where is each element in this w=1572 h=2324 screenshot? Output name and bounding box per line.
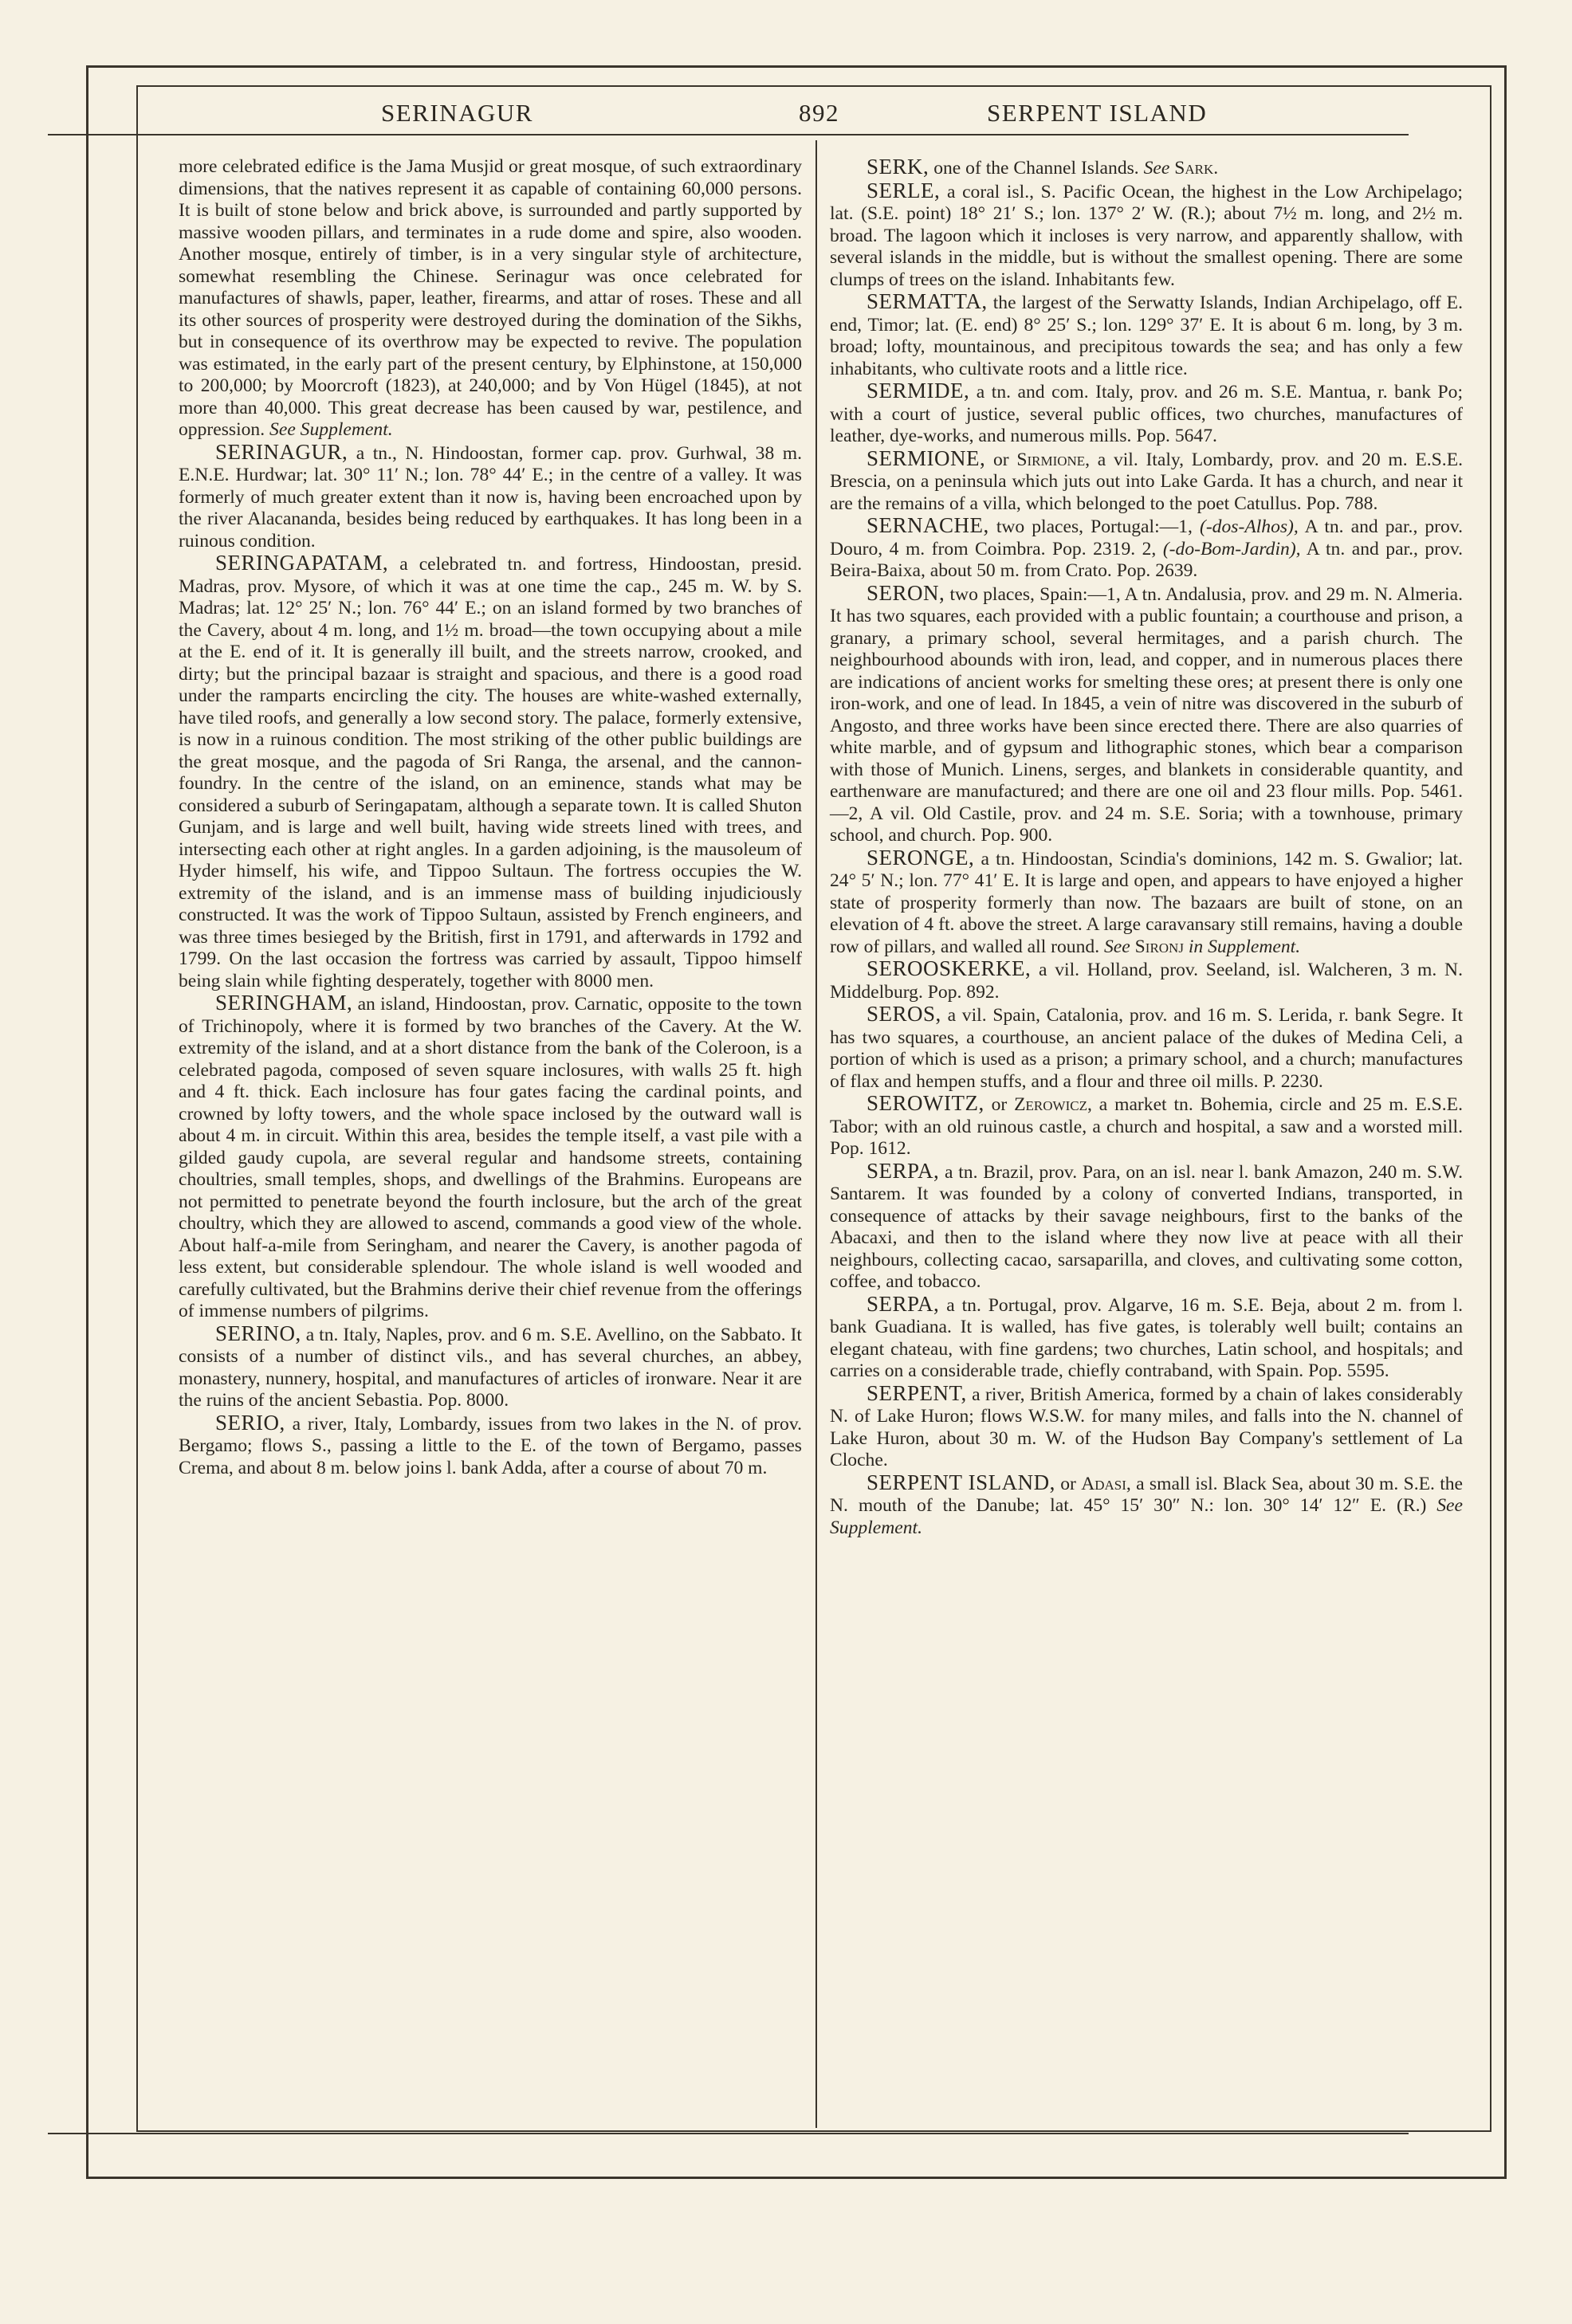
alt-prefix: or [992,449,1009,470]
entry-headword: SERPA, [867,1158,940,1183]
entry-body: a market tn. Bohemia, circle and 25 m. E.S.E. Tabor; with an old ruinous castle, a church and hospital, a saw and a worsted mill. Pop. 1612. [830,1094,1463,1159]
entry-sermatta [830,291,1463,380]
entry-headword: SERINO, [215,1321,301,1345]
entry-sermione [830,448,1463,516]
entry-headword: SERMATTA, [867,289,988,313]
entry-body: a small isl. Black Sea, about 30 m. S.E. the N. mouth of the Danube; lat. 45° 15′ 30″ N.: lon. 30° 14′ 12″ E. (R.) [830,1473,1464,1516]
column-divider [815,140,817,2128]
entry-body: a tn. Italy, Naples, prov. and 6 m. S.E. Avellino, on the Sabbato. It consists of a number of distinct vils., and has several churches, an abbey, monastery, nunnery, hospital, and manufactures of articles of ironware. Near it are the ruins of the ancient Sebastia. Pop. 8000. [179,1324,802,1411]
entry-headword: SERINGHAM, [215,991,353,1015]
alt-name: Sirmione, [1016,449,1091,470]
entry-body: a vil. Spain, Catalonia, prov. and 16 m. S. Lerida, r. bank Segre. It has two squares, a courthouse, an ancient palace of the dukes of Medina Celi, a portion of which is used as a prison; a primary school, and a church; manufactures of flax and hempen stuffs, and a flour and three oil mills. P. 2230. [830,1005,1463,1092]
cross-reference: See Supplement. [269,419,393,440]
entry-body: more celebrated edifice is the Jama Musjid or great mosque, of such extraordinary dimensions, that the natives represent it as capable of containing 60,000 persons. It is built of stone below and brick above, is surrounded and partly supported by massive wooden pillars, and terminates in a rude dome and spire, also wooden. Another mosque, entirely of timber, is in a very singular style of architecture, somewhat resembling the Chinese. Serinagur was once celebrated for manufactures of shawls, paper, leather, firearms, and attar of roses. These and all its other sources of prosperity were destroyed during the domination of the Sikhs, but in consequence of its overthrow may be expected to revive. The population was estimated, in the early part of the present century, by Elphinstone, at 150,000 to 200,000; by Moorcroft (1823), at 240,000; and by Von Hügel (1845), at not more than 40,000. This great decrease has been caused by war, pestilence, and oppression. [179,156,802,440]
entry-sermide [830,380,1463,448]
entry-seron [830,580,1463,847]
entry-body: a river, British America, formed by a chain of lakes considerably N. of Lake Huron; flows W.S.W. for many miles, and falls into the N. channel of Lake Huron, about 30 m. W. of the Hudson Bay Company's settlement of La Cloche. [830,1384,1463,1470]
right-column [830,156,1463,1539]
entry-serle [830,180,1463,292]
entry-seringham [179,992,802,1323]
entry-serpa-portugal [830,1291,1463,1383]
entry-headword: SERMIDE, [867,379,970,402]
place-variant: (-do-Bom-Jardin), [1162,538,1301,559]
entry-headword: SEROOSKERKE, [867,956,1032,980]
entry-serpent [830,1380,1463,1472]
entry-headword: SERK, [867,155,929,179]
entry-headword: SERPA, [867,1291,940,1316]
entry-serpent-island [830,1472,1463,1540]
alt-name: Zerowicz, [1014,1094,1092,1115]
entry-headword: SERINGAPATAM, [215,551,389,575]
entry-body: an island, Hindoostan, prov. Carnatic, opposite to the town of Trichinopoly, where it is formed by two branches of the Cavery. At the W. extremity of the island, and at a short distance from the bank of the Coleroon, is a celebrated pagoda, composed of seven square inclosures, with walls 25 ft. high and 4 ft. thick. Each inclosure has four gates facing the cardinal points, and crowned by lofty towers, and the whole space inclosed by the outward wall is about 4 m. in circuit. Within this area, besides the temple itself, a vast pile with a gilded gaudy cupola, are several regular and handsome streets, containing choultries, small temples, shops, and dwellings of the Brahmins. Europeans are not permitted to penetrate beyond the fourth inclosure, but the arch of the great choultry, which they are allowed to ascend, commands a good view of the whole. About half-a-mile from Seringham, and nearer the Cavery, is another pagoda of less extent, but considerable splendour. The whole island is well wooded and carefully cultivated, but the Brahmins derive their chief revenue from the offerings of immense numbers of pilgrims. [179,994,802,1321]
entry-body: A tn. and par., prov. Beira-Baixa, about 50 m. from Crato. Pop. 2639. [830,538,1463,581]
left-column [179,156,802,1479]
entry-headword: SERINAGUR, [215,439,348,464]
entry-body: a vil. Italy, Lombardy, prov. and 20 m. E.S.E. Brescia, on a peninsula which juts out into Lake Garda. It has a church, and near it are the remains of a villa, which belonged to the poet Catullus. Pop. 788. [830,449,1463,514]
cross-reference: See Supplement. [830,1495,1463,1538]
entry-headword: SERONGE, [867,845,975,870]
entry-body: a celebrated tn. and fortress, Hindoostan, presid. Madras, prov. Mysore, of which it was at one time the cap., 245 m. W. by S. Madras; lat. 12° 25′ N.; lon. 76° 44′ E.; on an island formed by two branches of the Cavery, about 4 m. long, and 1½ m. broad—the town occupying about a mile at the E. end of it. It is generally ill built, and the streets narrow, crooked, and dirty; but the principal bazaar is straight and spacious, and there is a good road under the ramparts encircling the city. The houses are white-washed externally, have tiled roofs, and generally a low second story. The palace, formerly extensive, is now in a ruinous condition. The most striking of the other public buildings are the great mosque, and the pagoda of Sri Ranga, the arsenal, and the cannon-foundry. In the centre of the island, on an eminence, stands what may be considered a suburb of Seringapatam, although a separate town. It is called Shuton Gunjam, and is large and well built, having wide streets lined with trees, and intersecting each other at right angles. In a garden adjoining, is the mausoleum of Hyder himself, his wife, and Tippoo Sultaun. The fortress occupies the W. extremity of the island, and is an immense mass of building injudiciously constructed. It was the work of Tippoo Sultaun, assisted by French engineers, and was three times besieged by the British, first in 1791, and afterwards in 1792 and 1799. On the last occasion the fortress was carried by assault, Tippoo himself being slain while fighting desperately, together with 8000 men. [179,554,803,991]
header-divider [48,134,1409,135]
header-right-term: SERPENT ISLAND [987,99,1208,127]
entry-body: a tn., N. Hindoostan, former cap. prov. Gurhwal, 38 m. E.N.E. Hurdwar; lat. 30° 11′ N.; lon. 78° 44′ E.; in the centre of a valley. It was formerly of much greater extent than it now is, having been encroached upon by the river Alacananda, besides being reduced by earthquakes. It has long been in a ruinous condition. [179,442,802,552]
entry-headword: SERPENT, [867,1380,967,1405]
entry-serinagur-continued [179,156,802,442]
supplement-reference: Supplement. [1208,936,1301,957]
entry-headword: SEROS, [867,1002,941,1026]
alt-name: Adasi, [1081,1473,1131,1494]
entry-body: two places, Portugal:—1, [996,516,1193,537]
entry-body: a vil. Holland, prov. Seeland, isl. Walcheren, 3 m. N. Middelburg. Pop. 892. [830,960,1463,1003]
entry-body: A tn. and par., prov. Douro, 4 m. from Coimbra. Pop. 2319. 2, [830,516,1463,559]
footer-divider [48,2133,1409,2134]
entry-body: a tn. Hindoostan, Scindia's dominions, 142 m. S. Gwalior; lat. 24° 5′ N.; lon. 77° 41′ E. It is large and open, and appears to have enjoyed a higher state of prosperity formerly than now. The bazaars are built of stone, on an elevation of 4 ft. above the street. A large caravansary still remains, having a double row of pillars, and walled all round. [830,848,1464,957]
entry-body: two places, Spain:—1, A tn. Andalusia, prov. and 29 m. N. Almeria. It has two squares, each provided with a public fountain; a courthouse and prison, a granary, a primary school, several hermitages, and a parish church. The neighbourhood abounds with iron, lead, and copper, and in numerous places there are indications of ancient works for smelting these ores; at present there is only one iron-work, and one of lead. In 1845, a vein of nitre was discovered in the suburb of Angosto, and three works have been since erected there. There are also quarries of white marble, and of gypsum and lithographic stones, which bear a comparison with those of Munich. Linens, serges, and blankets in considerable quantity, and earthenware are manufactured; and there are one oil and 23 flour mills. Pop. 5461.—2, A vil. Old Castile, prov. and 24 m. S.E. Soria; with a townhouse, primary school, and church. Pop. 900. [830,583,1463,846]
cross-reference: Sironj [1134,936,1184,957]
entry-serk [830,156,1463,180]
entry-headword: SERON, [867,580,945,605]
entry-serinagur-2 [179,439,802,553]
entry-body: a coral isl., S. Pacific Ocean, the highest in the Low Archipelago; lat. (S.E. point) 18° 21′ S.; lon. 137° 2′ W. (R.); about 7½ m. long, and 2½ m. broad. The lagoon which it incloses is very narrow, and apparently shallow, with several islands in the middle, but is without the smallest opening. There are some clumps of trees on the island. Inhabitants few. [830,181,1463,290]
alt-prefix: or [991,1094,1008,1115]
in-label: in [1188,936,1204,957]
running-header [46,88,1401,135]
see-label: See [1104,936,1130,957]
entry-headword: SEROWITZ, [867,1091,984,1115]
entry-headword: SERPENT ISLAND, [867,1470,1055,1494]
entry-serino [179,1323,802,1412]
cross-reference: Sark. [1174,158,1219,179]
entry-body: a tn. Portugal, prov. Algarve, 16 m. S.E. Beja, about 2 m. from l. bank Guadiana. It is walled, has five gates, is tolerably well built; contains an elegant chateau, with fine gardens; two churches, Latin school, and hospitals; and carries on a considerable trade, chiefly contraband, with Spain. Pop. 5595. [830,1294,1463,1381]
see-label: See [1143,158,1170,179]
entry-headword: SERIO, [215,1410,285,1435]
entry-body: one of the Channel Islands. [933,158,1139,179]
entry-sernache [830,515,1463,583]
entry-body: a tn. and com. Italy, prov. and 26 m. S.E. Mantua, r. bank Po; with a court of justice, several public offices, two churches, manufactures of leather, dye-works, and numerous mills. Pop. 5647. [830,382,1463,446]
entry-seronge [830,847,1463,959]
entry-body: a tn. Brazil, prov. Para, on an isl. near l. bank Amazon, 240 m. S.W. Santarem. It was founded by a colony of converted Indians, transported, in consequence of attacks by their savage neighbours, first to the banks of the Abacaxi, and then to the island where they now live at peace with all their neighbours, collecting cacao, sarsaparilla, and cloves, and cultivating some cotton, coffee, and tobacco. [830,1161,1464,1292]
entry-headword: SERMIONE, [867,446,986,470]
entry-serowitz [830,1093,1463,1160]
place-variant: (-dos-Alhos), [1199,516,1299,537]
entry-headword: SERLE, [867,178,941,202]
header-left-term: SERINAGUR [381,99,533,127]
entry-body: a river, Italy, Lombardy, issues from two lakes in the N. of prov. Bergamo; flows S., passing a little to the E. of the town of Bergamo, passes Crema, and about 8 m. below joins l. bank Adda, after a course of about 70 m. [179,1413,802,1478]
entry-headword: SERNACHE, [867,513,989,537]
entry-body: the largest of the Serwatty Islands, Indian Archipelago, off E. end, Timor; lat. (E. end) 8° 25′ S.; lon. 129° 37′ E. It is about 6 m. long, by 3 m. broad; lofty, mountainous, and precipitous towards the sea; and has only a few inhabitants, who cultivate roots and a little rice. [830,292,1463,379]
entry-serpa-brazil [830,1160,1463,1294]
entry-seros [830,1003,1463,1093]
entry-seringapatam [179,552,802,992]
page-number: 892 [799,99,839,127]
alt-prefix: or [1060,1473,1076,1494]
entry-serio [179,1412,802,1480]
entry-serooskerke [830,958,1463,1003]
